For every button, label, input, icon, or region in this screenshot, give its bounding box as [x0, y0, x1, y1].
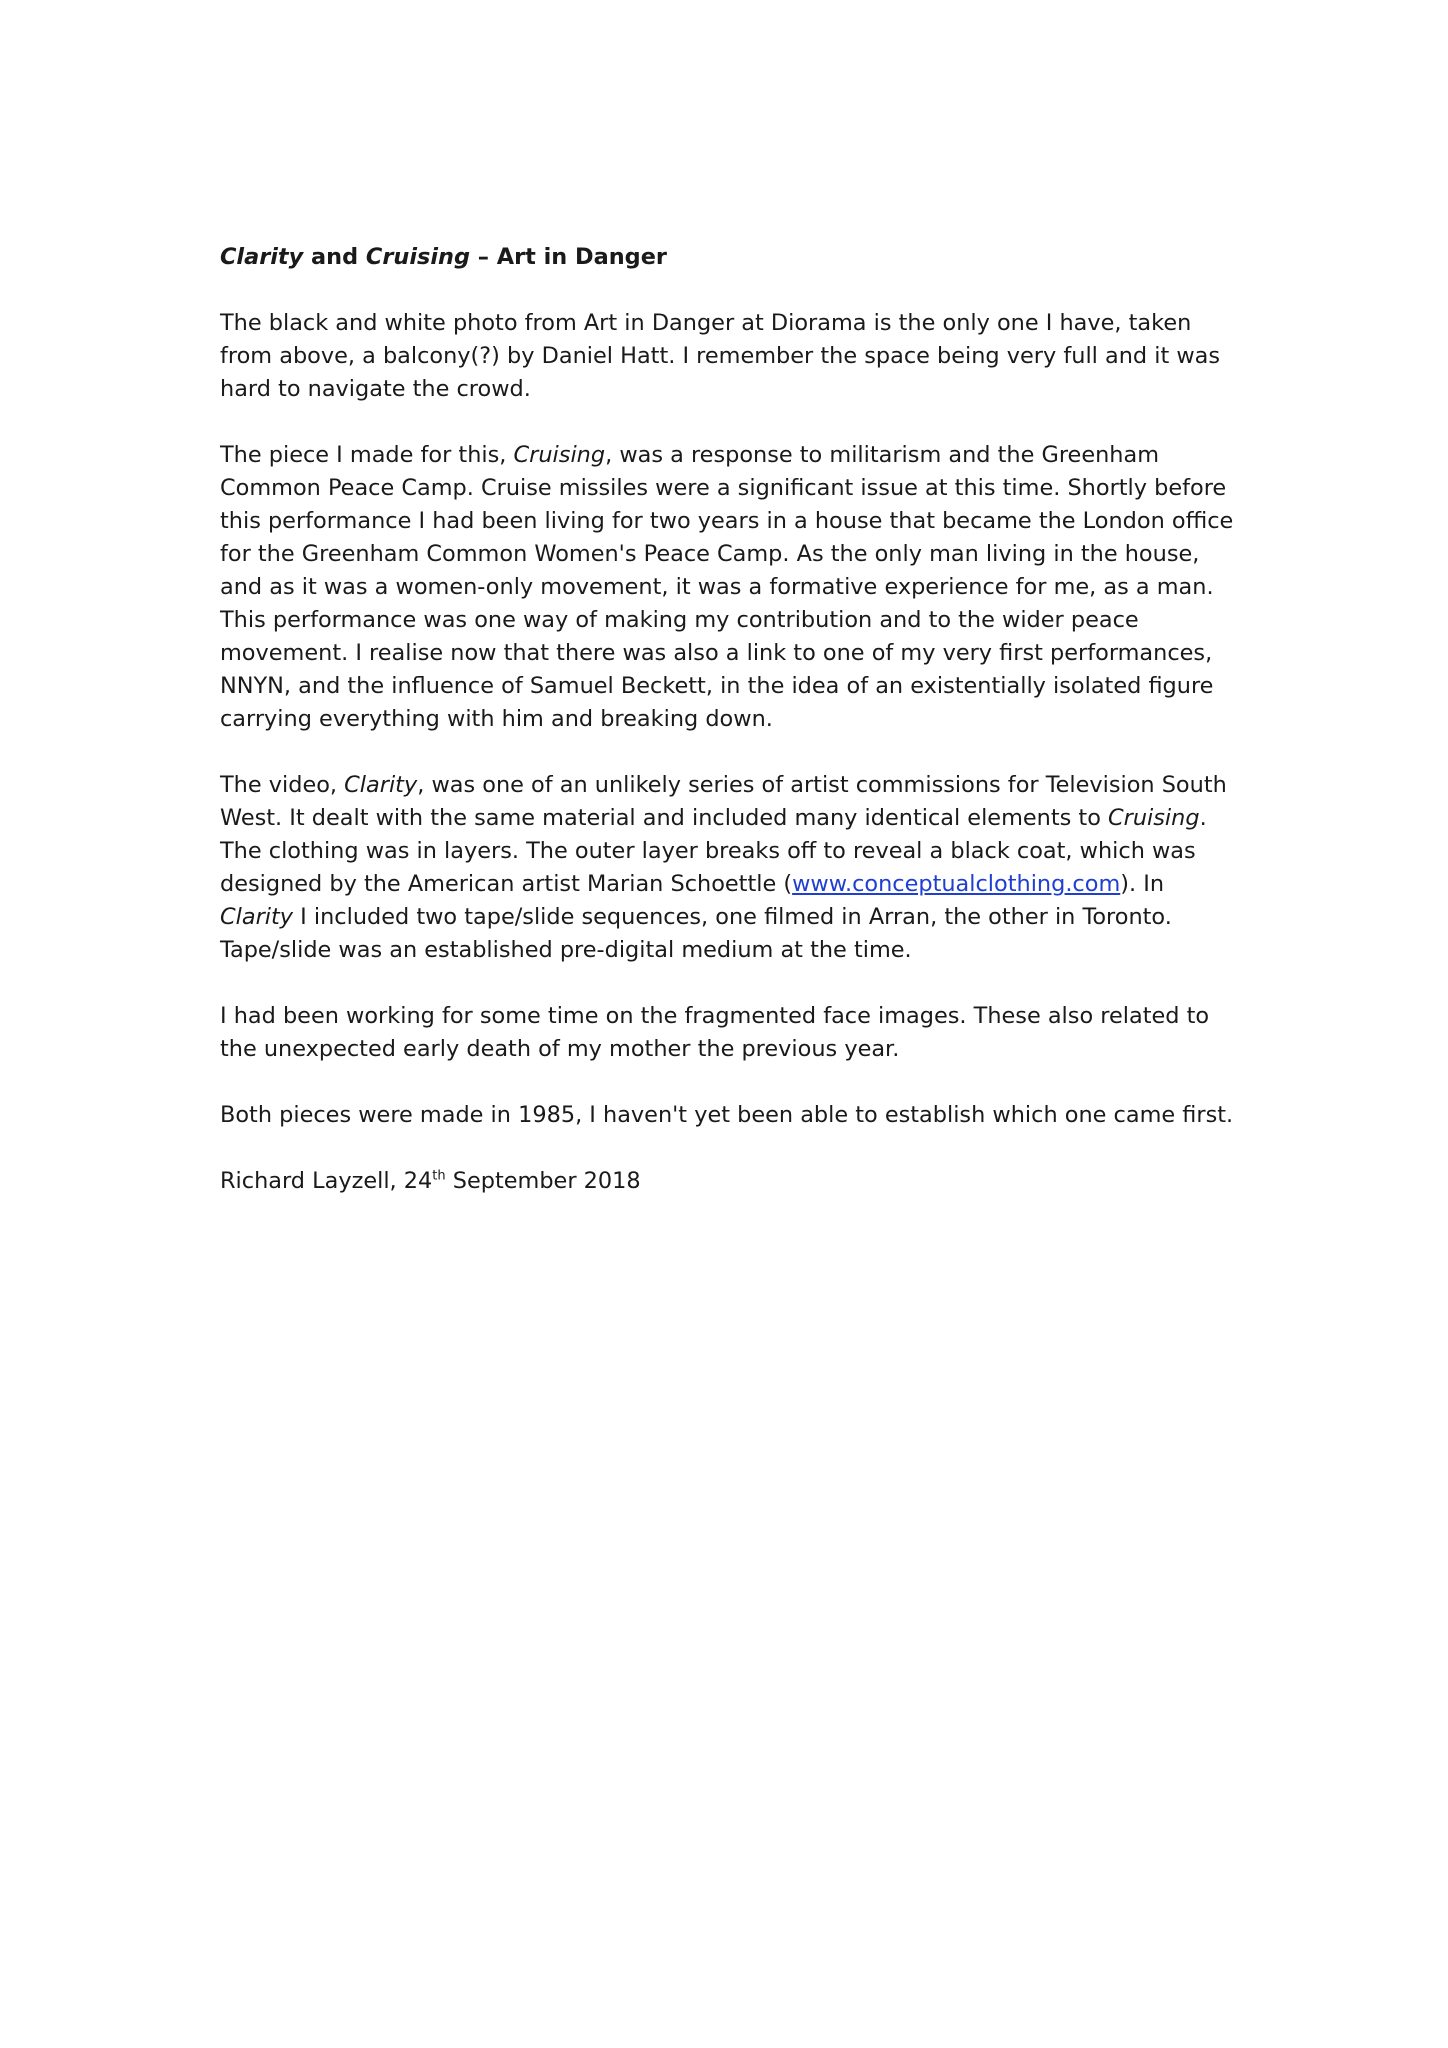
p3-clarity: Clarity [344, 772, 418, 798]
signature-date: September 2018 [445, 1168, 641, 1194]
p3-clarity-2: Clarity [220, 904, 294, 930]
conceptualclothing-link[interactable]: www.conceptualclothing.com [792, 871, 1121, 897]
paragraph-face-images: I had been working for some time on the fragmented face images. These also related to the unexpected early death of my mother the previous year. [220, 1003, 1210, 1062]
paragraph-1985: Both pieces were made in 1985, I haven't yet been able to establish which one came first. [220, 1102, 1234, 1128]
title-and: and [303, 244, 366, 270]
document-body [220, 241, 1240, 1231]
document-title [220, 241, 1240, 274]
signature-ordinal: th [432, 1168, 446, 1184]
paragraph-photo: The black and white photo from Art in Danger at Diorama is the only one I have, taken from above, a balcony(?) by Daniel Hatt. I remember the space being very full and it was hard to navigate the crowd. [220, 310, 1221, 402]
p3-part-c: , was one of an unlikely series of artist commissions for Television South West. It dealt with the same material and included many identical elements to [220, 772, 1227, 831]
p2-part-c: , was a response to militarism and the Greenham Common Peace Camp. Cruise missiles were a significant issue at this time. Shortly before this performance I had been living for two years in a house that became the London office for the Greenham Common Women's Peace Camp. As the only man living in the house, and as it was a women-only movement, it was a formative experience for me, as a man. This performance was one way of making my contribution and to the wider peace movement. I realise now that there was also a link to one of my very first performances, NNYN, and the influence of Samuel Beckett, in the idea of an existentially isolated figure carrying everything with him and breaking down. [220, 442, 1234, 732]
p3-part-f: ). In [1120, 871, 1165, 897]
p2-part-a: The piece I made for this, [220, 442, 514, 468]
p3-cruising: Cruising [1108, 805, 1200, 831]
title-clarity: Clarity [220, 244, 304, 270]
signature-name: Richard Layzell, 24 [220, 1168, 433, 1194]
p2-cruising: Cruising [513, 442, 606, 468]
p3-part-a: The video, [220, 772, 345, 798]
paragraph-clarity [220, 769, 1240, 967]
p3-part-h: I included two tape/slide sequences, one filmed in Arran, the other in Toronto. Tape/slide was an established pre-digital medium at the time. [220, 904, 1172, 963]
signature [220, 1165, 1240, 1198]
p3-part-e: . The clothing was in layers. The outer layer breaks off to reveal a black coat, which was designed by the American artist Marian Schoettle ( [220, 805, 1207, 897]
title-cruising: Cruising [365, 244, 470, 270]
paragraph-cruising [220, 439, 1240, 736]
title-art-in-danger: – Art in Danger [469, 244, 667, 270]
